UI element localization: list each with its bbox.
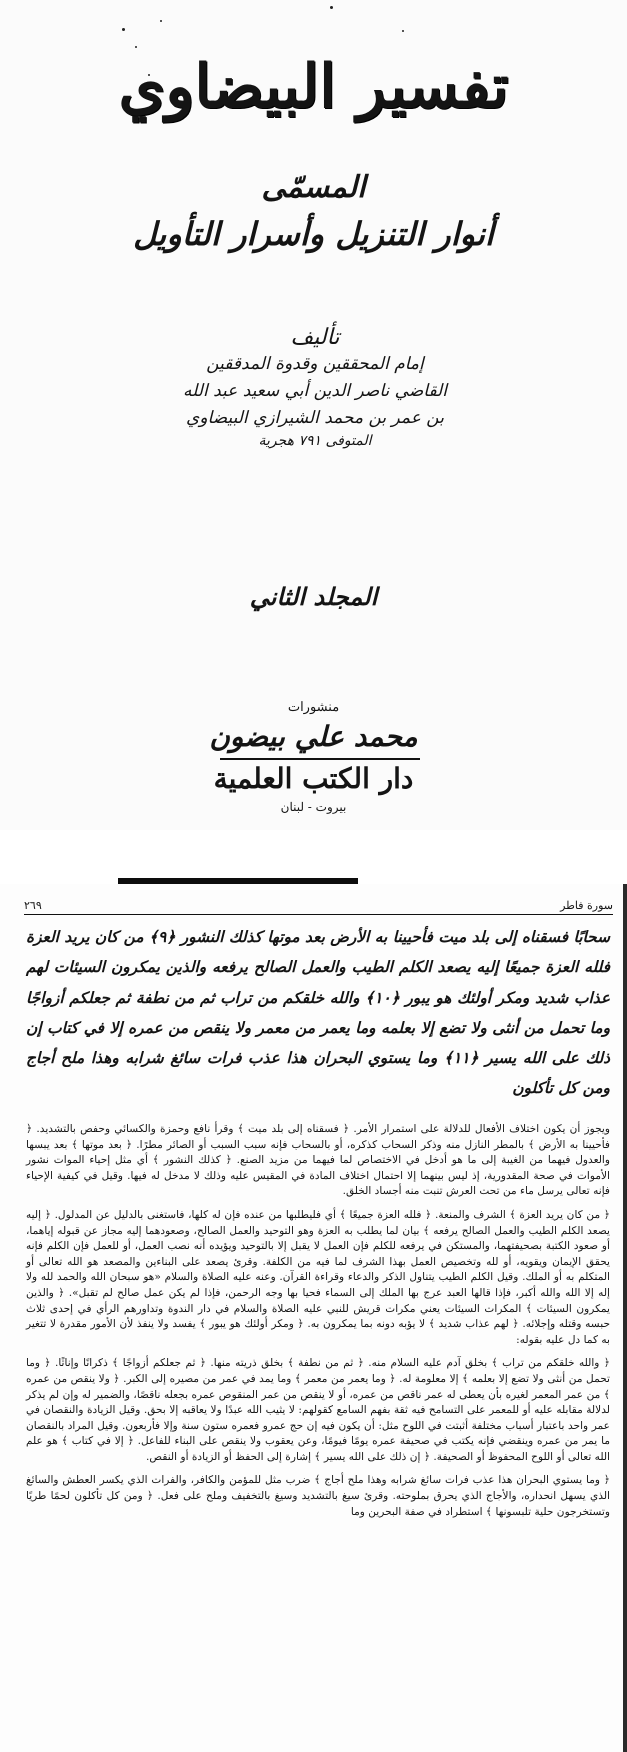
author-lineage: بن عمر بن محمد الشيرازي البيضاوي [186, 408, 444, 428]
book-title: تفسير البيضاوي [118, 52, 509, 122]
book-subtitle-label: المسمّى [261, 170, 366, 205]
author-death-year: المتوفى ٧٩١ هجرية [258, 433, 372, 449]
commentary-text [26, 1122, 610, 1520]
author-title: إمام المحققين وقدوة المدققين [206, 354, 424, 374]
page-number: ٢٦٩ [24, 899, 42, 912]
volume-label: المجلد الثاني [249, 582, 378, 611]
commentary-paragraph: ﴿ من كان يريد العزة ﴾ الشرف والمنعة. ﴿ فلله العزة جميعًا ﴾ أي فليطلبها من عنده فإن له كلها، فاستغنى بالدليل عن المدلول. ﴿ إليه يصعد الكلم الطيب والعمل الصالح يرفعه ﴾ بيان لما يطلب به العزة وهو التوحيد والعمل الصالح، وصعودهما إليه مجاز عن قبوله إياهما، أو صعود الكتبة بصحيفتهما، والمستكن في يرفعه للكلم فإن العمل لا يقبل إلا بالتوحيد ويؤيده أنه نصب العمل، أو للعمل فإن الكلم فإنه يحقق الإيمان ويقويه، أو لله وتخصيص العمل بهذا الشرف لما فيه من الكلفة. وقرئ يصعد على البناءين والمصعد هو الله تعالى أو المتكلم به أو الملك. وقيل الكلم الطيب يتناول الذكر والدعاء وقراءة القرآن. وعنه عليه الصلاة والسلام «هو سبحان الله والحمد لله ولا إله إلا الله والله أكبر، فإذا قالها العبد عرج بها الملك إلى السماء فحيا بها وجه الرحمن، فإذا لم يكن عمل صالح لم تقبل». ﴿ والذين يمكرون السيئات ﴾ المكرات السيئات يعني مكرات قريش للنبي عليه الصلاة والسلام في دار الندوة وتداورهم الرأي في إحدى ثلاث حبسه وقتله وإجلائه. ﴿ لهم عذاب شديد ﴾ لا يؤبه دونه بما يمكرون به. ﴿ ومكر أولئك هو يبور ﴾ يفسد ولا ينفذ لأن الأمور مقدرة لا تتغير به كما دل عليه بقوله: [26, 1208, 610, 1346]
publisher-city: بيروت - لبنان [280, 800, 347, 814]
book-subtitle: أنوار التنزيل وأسرار التأويل [133, 215, 494, 253]
commentary-paragraph: ﴿ والله خلقكم من تراب ﴾ بخلق آدم عليه السلام منه. ﴿ ثم من نطفة ﴾ بخلق ذريته منها. ﴿ ثم جعلكم أزواجًا ﴾ ذكرانًا وإناثًا. ﴿ وما تحمل من أنثى ولا تضع إلا بعلمه ﴾ إلا معلومة له. ﴿ وما يعمر من معمر ﴾ وما يمد في عمر من مصيره إلى الكبر. ﴿ ولا ينقص من عمره ﴾ من عمر المعمر لغيره بأن يعطى له عمر ناقص من عمره، أو لا ينقص من عمر المنقوص عمره بجعله ناقصًا، والضمير له وإن لم يذكر لدلالة مقابله عليه أو للمعمر على التسامح فيه ثقة بفهم السامع كقولهم: لا يثيب الله عبدًا ولا يعاقبه إلا بحق. وقيل الزيادة والنقصان في عمر واحد باعتبار أسباب مختلفة أثبتت في اللوح مثل: أن يكون فيه إن حج عمرو فعمره ستون سنة وإلا فأربعون. وقيل المراد بالنقصان ما يمر من عمره وينقضي فإنه يكتب في صحيفة عمره يومًا فيومًا، وعن يعقوب ولا ينقص على البناء للفاعل. ﴿ إلا في كتاب ﴾ هو علم الله تعالى أو اللوح المحفوظ أو الصحيفة. ﴿ إن ذلك على الله يسير ﴾ إشارة إلى الحفظ أو الزيادة أو النقص. [26, 1357, 610, 1463]
page-header [24, 892, 613, 915]
divider [220, 758, 420, 760]
quran-verse-text: سحابًا فسقناه إلى بلد ميت فأحيينا به الأرض بعد موتها كذلك النشور ﴿٩﴾ من كان يريد العزة فلله العزة جميعًا إليه يصعد الكلم الطيب والعمل الصالح يرفعه والذين يمكرون السيئات لهم عذاب شديد ومكر أولئك هو يبور ﴿١٠﴾ والله خلقكم من تراب ثم من نطفة ثم جعلكم أزواجًا وما تحمل من أنثى ولا تضع إلا بعلمه وما يعمر من معمر ولا ينقص من عمره إلا في كتاب إن ذلك على الله يسير ﴿١١﴾ وما يستوي البحران هذا عذب فرات سائغ شرابه وهذا ملح أجاج ومن كل تأكلون [26, 928, 611, 1098]
text-page [0, 884, 627, 1752]
page-gap [0, 830, 627, 882]
author-name: القاضي ناصر الدين أبي سعيد عبد الله [183, 381, 447, 401]
speck [160, 20, 162, 22]
cover-page [0, 0, 627, 830]
surah-name: سورة فاطر [560, 899, 613, 912]
publisher-house: دار الكتب العلمية [213, 762, 414, 795]
speck [402, 30, 404, 32]
speck [122, 28, 125, 31]
speck [135, 46, 137, 48]
commentary-paragraph: ويجوز أن يكون اختلاف الأفعال للدلالة على استمرار الأمر. ﴿ فسقناه إلى بلد ميت ﴾ وقرأ نافع وحمزة والكسائي وحفص بالتشديد. ﴿ فأحيينا به الأرض ﴾ بالمطر النازل منه وذكر السحاب كذكره، أو بالسحاب فإنه سبب السبب أو الصائر مطرًا. ﴿ بعد موتها ﴾ بعد يبسها والعدول فيهما من الغيبة إلى ما هو أدخل في الاختصاص لما فيهما من مزيد الصنع. ﴿ كذلك النشور ﴾ أي مثل إحياء الموات نشور الأموات في صحة المقدورية، إذ ليس بينهما إلا احتمال اختلاف المادة في المقيس عليه وذلك لا مدخل له فيها. وقيل في كيفية الإحياء فإنه تعالى يرسل ماء من تحت العرش تنبت منه أجساد الخلق. [26, 1123, 610, 1198]
speck [330, 6, 333, 9]
commentary-paragraph: ﴿ وما يستوي البحران هذا عذب فرات سائغ شرابه وهذا ملح أجاج ﴾ ضرب مثل للمؤمن والكافر، والفرات الذي يكسر العطش والسائغ الذي يسهل انحداره، والأجاج الذي يحرق بملوحته. وقرئ سيغ بالتشديد وسيغ بالتخفيف وملح على فعل. ﴿ ومن كل تأكلون لحمًا طريًا وتستخرجون حلية تلبسونها ﴾ استطراد في صفة البحرين وما [26, 1474, 610, 1518]
publisher-label: منشورات [287, 700, 340, 715]
author-label: تأليف [290, 325, 340, 350]
publisher-name: محمد علي بيضون [209, 720, 418, 753]
